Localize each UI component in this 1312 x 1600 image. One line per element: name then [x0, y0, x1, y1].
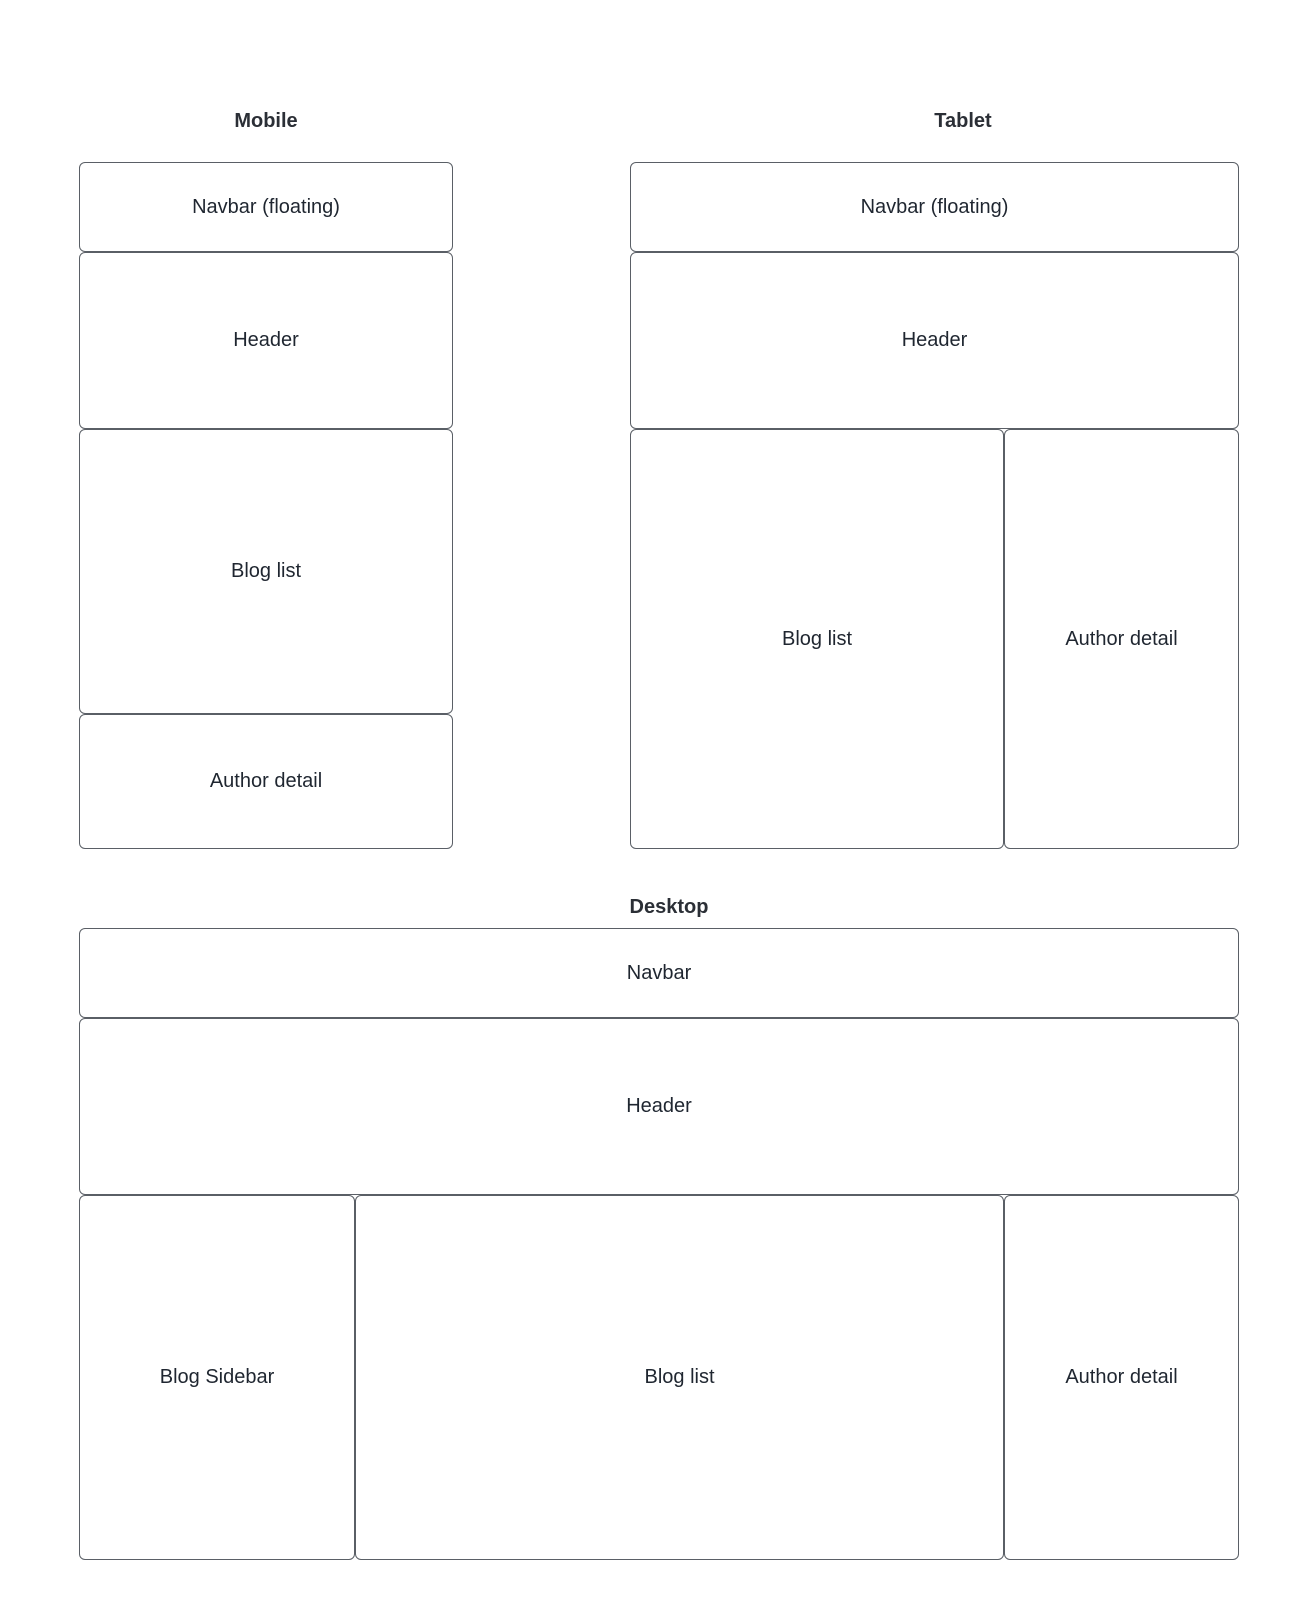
tablet-author-detail-box: [1004, 429, 1239, 849]
mobile-blog-list-box: [79, 429, 453, 714]
mobile-header-label: Header: [233, 329, 299, 351]
desktop-navbar-box: [79, 928, 1239, 1018]
mobile-title: Mobile: [234, 110, 298, 132]
desktop-blog-sidebar-box: [79, 1195, 355, 1560]
mobile-navbar-box: [79, 162, 453, 252]
desktop-author-detail-label: Author detail: [1065, 1366, 1178, 1388]
tablet-author-detail-label: Author detail: [1065, 627, 1178, 650]
mobile-author-detail-label: Author detail: [209, 770, 323, 792]
desktop-header-label: Header: [626, 1095, 692, 1117]
tablet-header-label: Header: [901, 329, 968, 351]
tablet-navbar-label: Navbar (floating): [860, 195, 1009, 218]
desktop-blog-list-label: Blog list: [644, 1366, 715, 1388]
desktop-title: Desktop: [629, 896, 709, 918]
mobile-author-detail-box: [79, 714, 453, 849]
mobile-header-box: [79, 252, 453, 429]
tablet-blog-list-box: [630, 429, 1004, 849]
tablet-navbar-box: [630, 162, 1239, 252]
desktop-header-box: [79, 1018, 1239, 1195]
desktop-navbar-label: Navbar: [626, 961, 692, 984]
mobile-blog-list-label: Blog list: [230, 560, 302, 582]
desktop-blog-sidebar-label: Blog Sidebar: [159, 1366, 275, 1388]
desktop-blog-list-box: [355, 1195, 1004, 1560]
mobile-navbar-label: Navbar (floating): [192, 195, 340, 218]
tablet-title: Tablet: [934, 110, 992, 132]
tablet-blog-list-label: Blog list: [781, 627, 853, 650]
tablet-header-box: [630, 252, 1239, 429]
desktop-author-detail-box: [1004, 1195, 1239, 1560]
